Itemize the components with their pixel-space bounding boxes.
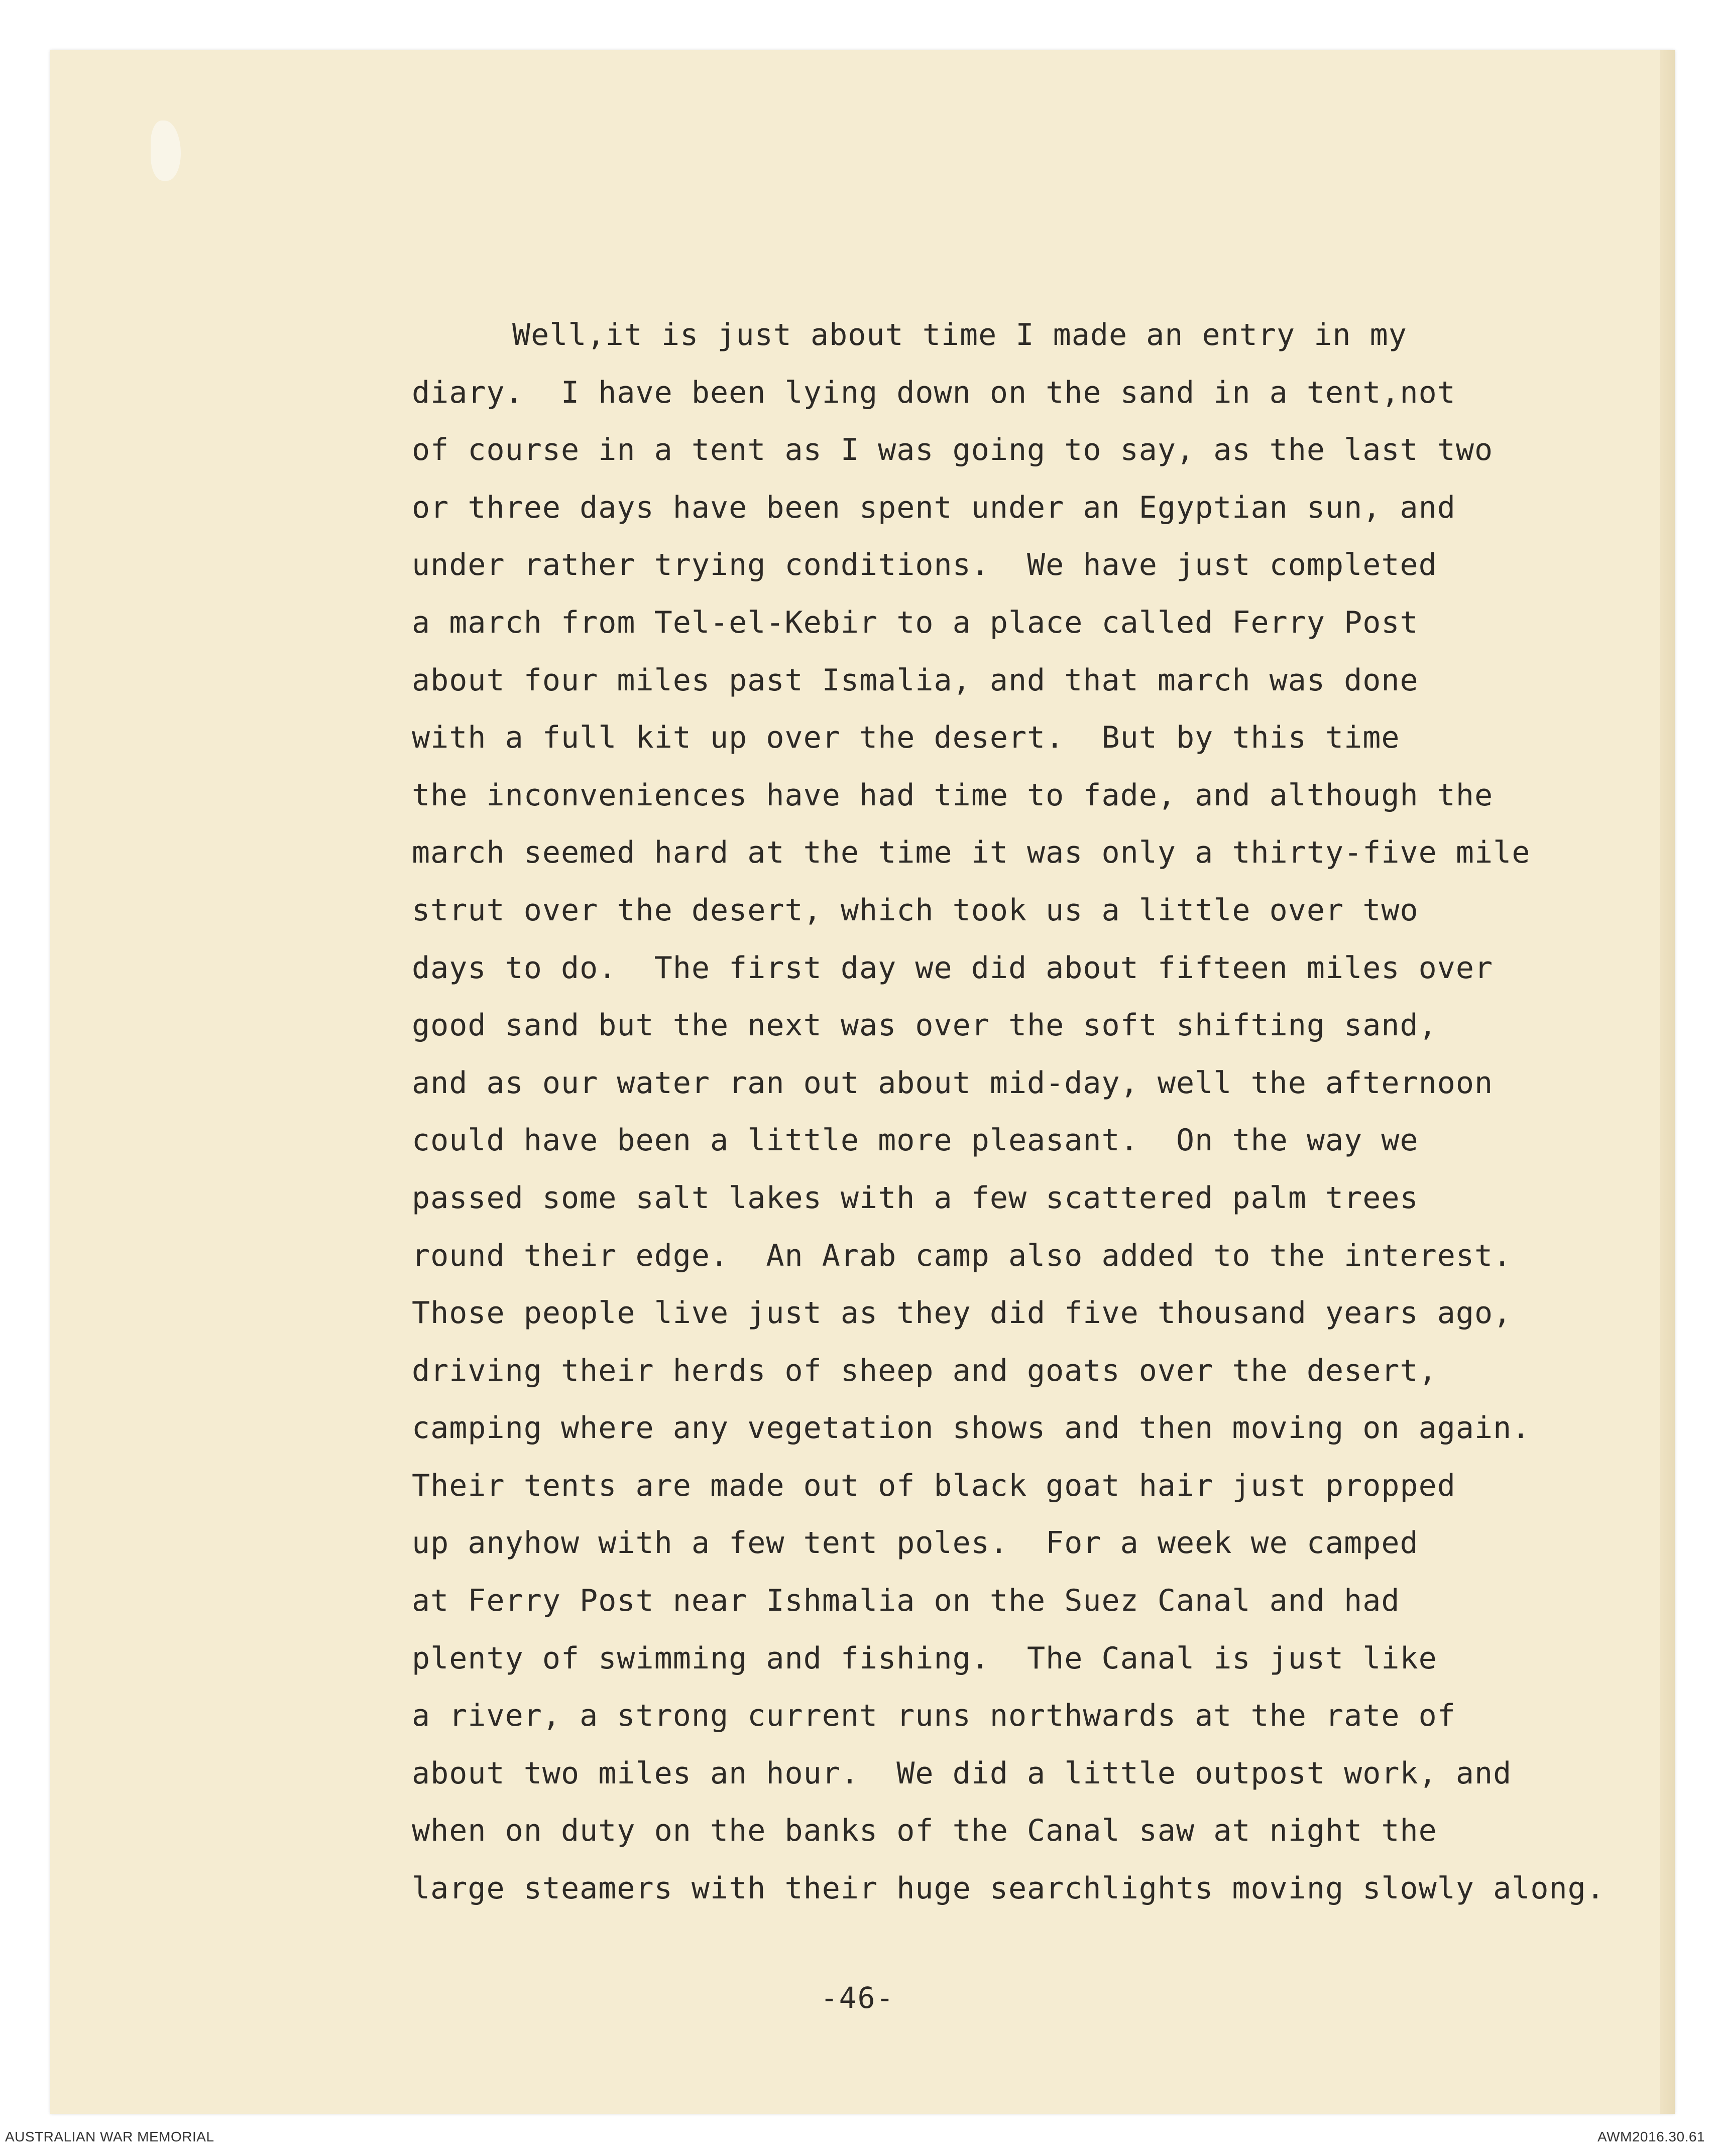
text-line: a march from Tel-el-Kebir to a place called Ferry Post	[412, 605, 1419, 640]
text-line: strut over the desert, which took us a little over two	[412, 892, 1419, 928]
text-line: when on duty on the banks of the Canal saw at night the	[412, 1813, 1437, 1849]
text-line: camping where any vegetation shows and then moving on again.	[412, 1410, 1531, 1446]
text-line: passed some salt lakes with a few scattered palm trees	[412, 1180, 1419, 1216]
text-line: up anyhow with a few tent poles. For a week we camped	[412, 1525, 1419, 1561]
page-number: -46-	[820, 1981, 895, 2015]
text-line: about four miles past Ismalia, and that march was done	[412, 662, 1419, 698]
text-line: with a full kit up over the desert. But by this time	[412, 720, 1400, 756]
text-line: plenty of swimming and fishing. The Canal is just like	[412, 1640, 1437, 1676]
text-line: or three days have been spent under an Egyptian sun, and	[412, 490, 1456, 525]
text-line: a river, a strong current runs northwards at the rate of	[412, 1698, 1456, 1734]
diary-text	[412, 306, 1667, 1918]
footer-institution: AUSTRALIAN WAR MEMORIAL	[5, 2129, 214, 2144]
text-line: days to do. The first day we did about fifteen miles over	[412, 950, 1494, 986]
text-line: could have been a little more pleasant. On the way we	[412, 1123, 1419, 1158]
text-line: and as our water ran out about mid-day, well the afternoon	[412, 1065, 1494, 1101]
text-line: at Ferry Post near Ishmalia on the Suez Canal and had	[412, 1583, 1400, 1619]
text-line: Those people live just as they did five thousand years ago,	[412, 1295, 1512, 1331]
text-line: about two miles an hour. We did a little outpost work, and	[412, 1755, 1512, 1791]
text-line: march seemed hard at the time it was only a thirty-five mile	[412, 835, 1531, 871]
text-line: large steamers with their huge searchlights moving slowly along.	[412, 1871, 1605, 1906]
footer-accession-id: AWM2016.30.61	[1597, 2129, 1705, 2144]
text-line: round their edge. An Arab camp also added to the interest.	[412, 1238, 1512, 1273]
text-line: Well,it is just about time I made an entry in my	[512, 317, 1407, 352]
text-line: good sand but the next was over the soft shifting sand,	[412, 1008, 1437, 1043]
text-line: under rather trying conditions. We have just completed	[412, 547, 1437, 583]
text-line: diary. I have been lying down on the sand in a tent,not	[412, 375, 1456, 410]
text-line: Their tents are made out of black goat hair just propped	[412, 1468, 1456, 1503]
text-line: the inconveniences have had time to fade, and although the	[412, 777, 1494, 813]
text-line: driving their herds of sheep and goats over the desert,	[412, 1353, 1437, 1388]
text-line: of course in a tent as I was going to say, as the last two	[412, 432, 1494, 468]
